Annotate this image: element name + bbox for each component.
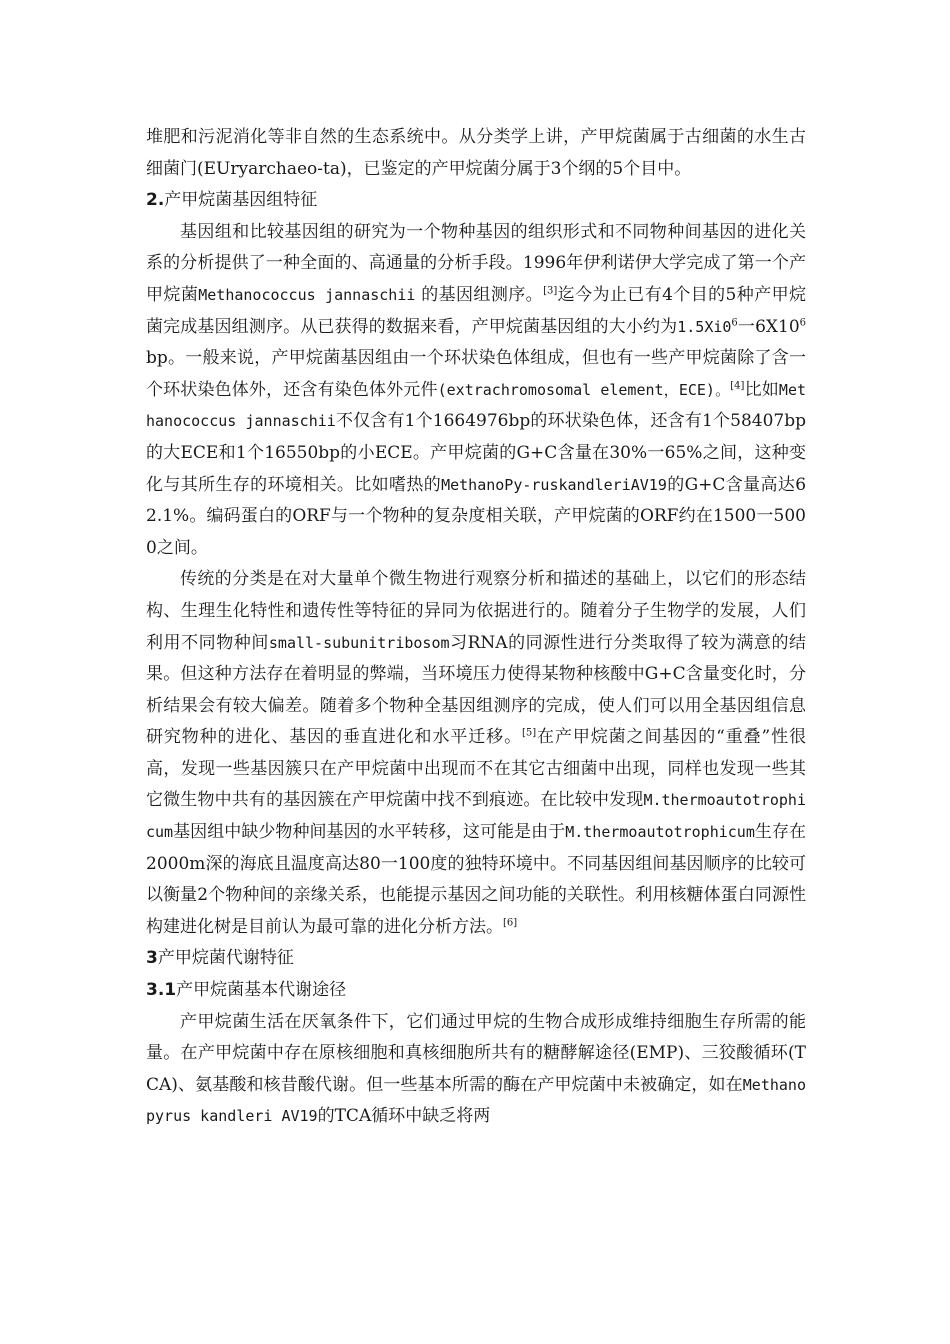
section-2-title: 产甲烷菌基因组特征 [164, 190, 318, 211]
genome-size-min: 1.5Xi0 [677, 317, 732, 336]
citation-ref: [5] [521, 727, 537, 739]
genome-paragraph-1 [146, 217, 806, 565]
section-3-heading [146, 943, 806, 975]
text-run: 的G+C含量高达62.1%。编码蛋白的ORF与一个物种的复杂度相关联，产甲烷菌的ORF约在1500一5000之间。 [146, 474, 807, 558]
text-run: 传统的分类是在对大量单个微生物进行观察分析和描述的基础上，以它们的形态结构、生理生化特性和遗传性等特征的异同为依据进行的。随着分子生物学的发展，人们利用不同物种间 [146, 569, 806, 653]
section-3-1-title: 产甲烷菌基本代谢途径 [176, 980, 347, 1001]
text-run: 不仅含有1个1664976bp的环状染色体，还含有1个58407bp的大ECE和1个16550bp的小ECE。产甲烷菌的G+C含量在30%一65%之间，这种变化与其所生存的环境相关。比如嗜热的 [146, 411, 806, 495]
species-name: MethanoPy-ruskandleriAV19 [441, 475, 667, 494]
exponent: 6 [799, 316, 807, 328]
species-name: Methanococcus jannaschii [146, 380, 807, 431]
genome-paragraph-2 [146, 564, 806, 943]
species-name: Methanococcus jannaschii [198, 285, 416, 304]
section-2-number: 2. [146, 190, 165, 211]
text-run: 比如 [744, 379, 779, 400]
section-2-heading [146, 185, 806, 217]
text-run: bp。一般来说，产甲烷菌基因组由一个环状染色体组成，但也有一些产甲烷菌除了含一个环状染色体外，还含有染色体外元件 [146, 348, 806, 400]
text-run: 一 [737, 316, 756, 337]
genome-size-max: 6X10 [755, 316, 800, 337]
rna-term: small-subunitribosom [268, 633, 450, 652]
metabolism-paragraph [146, 1007, 806, 1133]
section-3-title: 产甲烷菌代谢特征 [157, 948, 294, 969]
species-name: Methanopyrus kandleri AV19 [146, 1075, 806, 1126]
species-name: M.thermoautotrophicum [565, 823, 755, 842]
text-run: 基因组中缺少物种间基因的水平转移，这可能是由于 [173, 822, 566, 843]
section-3-1-heading [146, 975, 806, 1007]
text-run: 生存在2000m深的海底且温度高达80一100度的独特环境中。不同基因组间基因顺序的比较可以衡量2个物种间的亲缘关系，也能提示基因之间功能的关联性。利用核糖体蛋白同源性构建进化树是目前认为最可靠的进化分析方法。 [146, 822, 807, 937]
citation-ref: [3] [543, 285, 558, 297]
intro-paragraph: 堆肥和污泥消化等非自然的生态系统中。从分类学上讲，产甲烷菌属于古细菌的水生古细菌门(EUryarchaeo-ta)，已鉴定的产甲烷菌分属于3个纲的5个目中。 [146, 127, 806, 179]
text-run: 的TCA循环中缺乏将两 [317, 1106, 491, 1127]
text-run: 迄今为止已有4个目的5种产甲烷菌完成基因组测序。从已获得的数据来看，产甲烷菌基因组的大小约为 [146, 284, 807, 337]
citation-ref: [6] [503, 917, 518, 929]
document-page [146, 122, 806, 1133]
text-run: 基因组和比较基因组的研究为一个物种基因的组织形式和不同物种间基因的进化关系的分析提供了一种全面的、高通量的分析手段。1996年伊利诺伊大学完成了第一个产甲烷菌 [146, 221, 806, 305]
exponent: 6 [731, 316, 738, 328]
species-name: M.thermoautotrophicum [146, 791, 806, 842]
ece-term: (extrachromosomal element，ECE)。 [437, 380, 731, 399]
section-3-number: 3 [146, 948, 158, 969]
text-run: 的基因组测序。 [421, 284, 544, 305]
text-run: 产甲烷菌生活在厌氧条件下，它们通过甲烷的生物合成形成维持细胞生存所需的能量。在产甲烷菌中存在原核细胞和真核细胞所共有的糖酵解途径(EMP)、三狡酸循环(TCA)、氨基酸和核昔酸代谢。但一些基本所需的酶在产甲烷菌中未被确定，如在 [146, 1011, 806, 1095]
section-3-1-number: 3.1 [146, 980, 177, 1001]
text-run: 习RNA的同源性进行分类取得了较为满意的结果。但这种方法存在着明显的弊端，当环境压力使得某物种核酸中G+C含量变化时，分析结果会有较大偏差。随着多个物种全基因组测序的完成，使人们可以用全基因组信息研究物种的进化、基因的垂直进化和水平迁移。 [146, 632, 807, 748]
text-run: 在产甲烷菌之间基因的“重叠”性很高，发现一些基因簇只在产甲烷菌中出现而不在其它古细菌中出现，同样也发现一些其它微生物中共有的基因簇在产甲烷菌中找不到痕迹。在比较中发现 [146, 727, 806, 811]
citation-ref: [4] [730, 380, 745, 392]
